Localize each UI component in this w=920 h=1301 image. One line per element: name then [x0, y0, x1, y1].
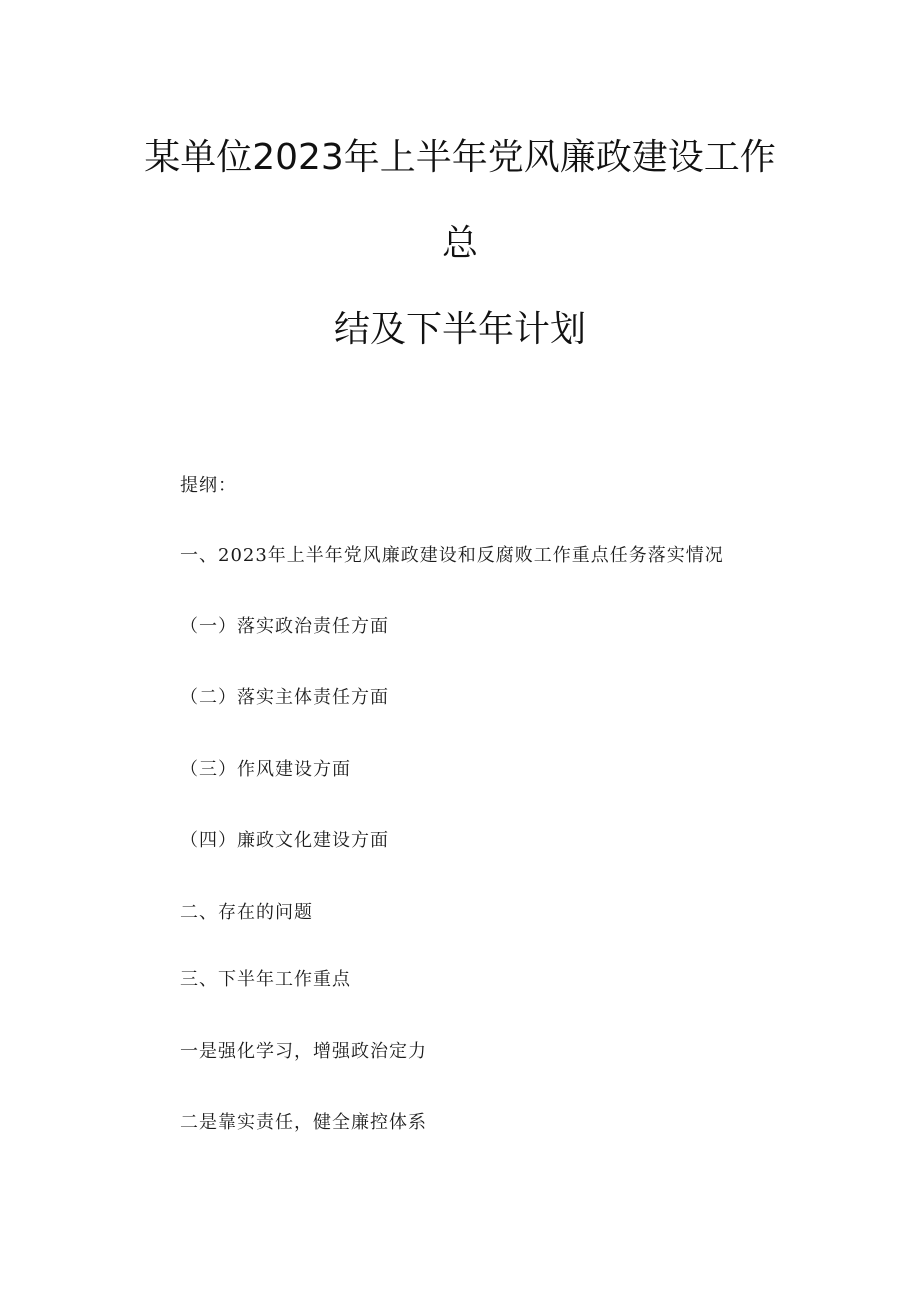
outline-item-point-1: 一是强化学习，增强政治定力 — [180, 1041, 427, 1062]
document-title-line-3: 结及下半年计划 — [333, 309, 586, 350]
outline-item-subsection-3: （三）作风建设方面 — [180, 759, 351, 780]
outline-item-subsection-4: （四）廉政文化建设方面 — [180, 830, 389, 851]
document-title-line-2: 总 — [441, 223, 478, 264]
outline-item-section-2: 二、存在的问题 — [180, 902, 313, 923]
outline-item-subsection-2: （二）落实主体责任方面 — [180, 687, 389, 708]
outline-item-subsection-1: （一）落实政治责任方面 — [180, 616, 389, 637]
document-title-line-1: 某单位2023年上半年党风廉政建设工作 — [144, 137, 776, 178]
outline-item-point-2: 二是靠实责任，健全廉控体系 — [180, 1112, 427, 1133]
outline-item-section-1: 一、2023年上半年党风廉政建设和反腐败工作重点任务落实情况 — [180, 545, 724, 566]
outline-label: 提纲： — [180, 475, 237, 496]
outline-item-section-3: 三、下半年工作重点 — [180, 969, 351, 990]
